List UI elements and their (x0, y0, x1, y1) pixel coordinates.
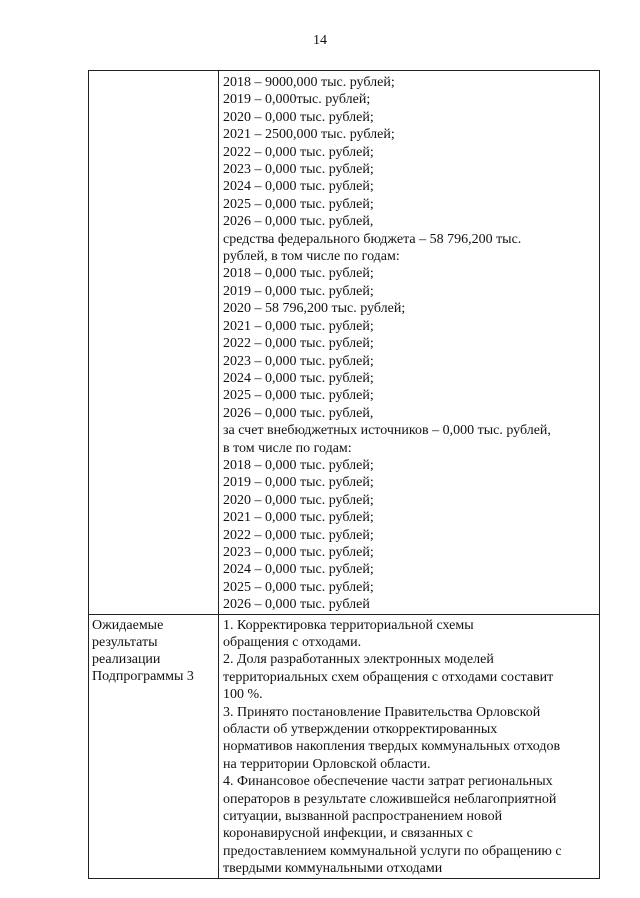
results-line: области об утверждении откорректированных (223, 722, 498, 738)
funding-line: 2019 – 0,000 тыс. рублей; (223, 475, 374, 491)
results-label-line: реализации (92, 651, 161, 667)
funding-line: 2018 – 9000,000 тыс. рублей; (223, 75, 395, 90)
funding-line: рублей, в том числе по годам: (223, 249, 400, 265)
funding-line: 2023 – 0,000 тыс. рублей; (223, 162, 374, 178)
funding-line: 2018 – 0,000 тыс. рублей; (223, 266, 374, 282)
funding-line: 2019 – 0,000тыс. рублей; (223, 92, 371, 108)
funding-line: 2021 – 2500,000 тыс. рублей; (223, 127, 395, 143)
results-line: ситуации, вызванной распространением новой (223, 809, 503, 825)
funding-line: 2024 – 0,000 тыс. рублей; (223, 370, 374, 386)
passport-table (88, 70, 600, 879)
funding-line: 2022 – 0,000 тыс. рублей; (223, 527, 374, 543)
results-line: обращения с отходами. (223, 635, 362, 650)
results-line: твердыми коммунальными отходами (223, 861, 443, 877)
funding-line: 2023 – 0,000 тыс. рублей; (223, 353, 374, 369)
results-line: территориальных схем обращения с отходами составит (223, 669, 554, 685)
funding-line: 2026 – 0,000 тыс. рублей (223, 597, 370, 613)
funding-line: 2021 – 0,000 тыс. рублей; (223, 318, 374, 334)
funding-line: 2022 – 0,000 тыс. рублей; (223, 144, 374, 160)
funding-line: в том числе по годам: (223, 440, 352, 456)
funding-line: 2020 – 0,000 тыс. рублей; (223, 109, 374, 125)
results-label-line: Подпрограммы 3 (92, 668, 194, 684)
funding-line: 2018 – 0,000 тыс. рублей; (223, 457, 374, 473)
funding-label-cell (89, 71, 219, 615)
funding-line: 2020 – 58 796,200 тыс. рублей; (223, 301, 406, 317)
page-number: 14 (313, 33, 327, 48)
funding-line: 2023 – 0,000 тыс. рублей; (223, 544, 374, 560)
results-line: коронавирусной инфекции, и связанных с (223, 826, 473, 842)
funding-line: 2022 – 0,000 тыс. рублей; (223, 336, 374, 352)
funding-line: 2026 – 0,000 тыс. рублей, (223, 214, 374, 230)
funding-line: 2021 – 0,000 тыс. рублей; (223, 510, 374, 526)
results-line: операторов в результате сложившейся неблагоприятной (223, 791, 557, 807)
funding-line: 2024 – 0,000 тыс. рублей; (223, 179, 374, 195)
results-line: 1. Корректировка территориальной схемы (223, 617, 474, 633)
results-line: 3. Принято постановление Правительства Орловской (223, 704, 541, 720)
funding-line: 2024 – 0,000 тыс. рублей; (223, 562, 374, 578)
table-row-funding (89, 71, 600, 615)
funding-line: 2025 – 0,000 тыс. рублей; (223, 196, 374, 212)
funding-line: 2025 – 0,000 тыс. рублей; (223, 388, 374, 404)
funding-line: 2019 – 0,000 тыс. рублей; (223, 283, 374, 299)
funding-line: средства федерального бюджета – 58 796,200 тыс. (223, 231, 522, 247)
table-row-results (89, 614, 600, 878)
results-line: 100 %. (223, 687, 263, 703)
funding-line: 2026 – 0,000 тыс. рублей, (223, 405, 374, 421)
results-label-cell (89, 614, 219, 878)
results-line: 4. Финансовое обеспечение части затрат региональных (223, 774, 553, 790)
results-line: на территории Орловской области. (223, 756, 431, 772)
funding-line: за счет внебюджетных источников – 0,000 тыс. рублей, (223, 423, 551, 439)
results-line: нормативов накопления твердых коммунальных отходов (223, 739, 561, 755)
results-label-line: результаты (92, 634, 158, 650)
results-label-line: Ожидаемые (92, 617, 164, 633)
funding-content-cell (219, 71, 600, 615)
funding-line: 2020 – 0,000 тыс. рублей; (223, 492, 374, 508)
results-line: 2. Доля разработанных электронных моделей (223, 652, 494, 668)
results-content-cell (219, 614, 600, 878)
results-line: предоставлением коммунальной услуги по обращению с (223, 843, 562, 859)
funding-line: 2025 – 0,000 тыс. рублей; (223, 579, 374, 595)
